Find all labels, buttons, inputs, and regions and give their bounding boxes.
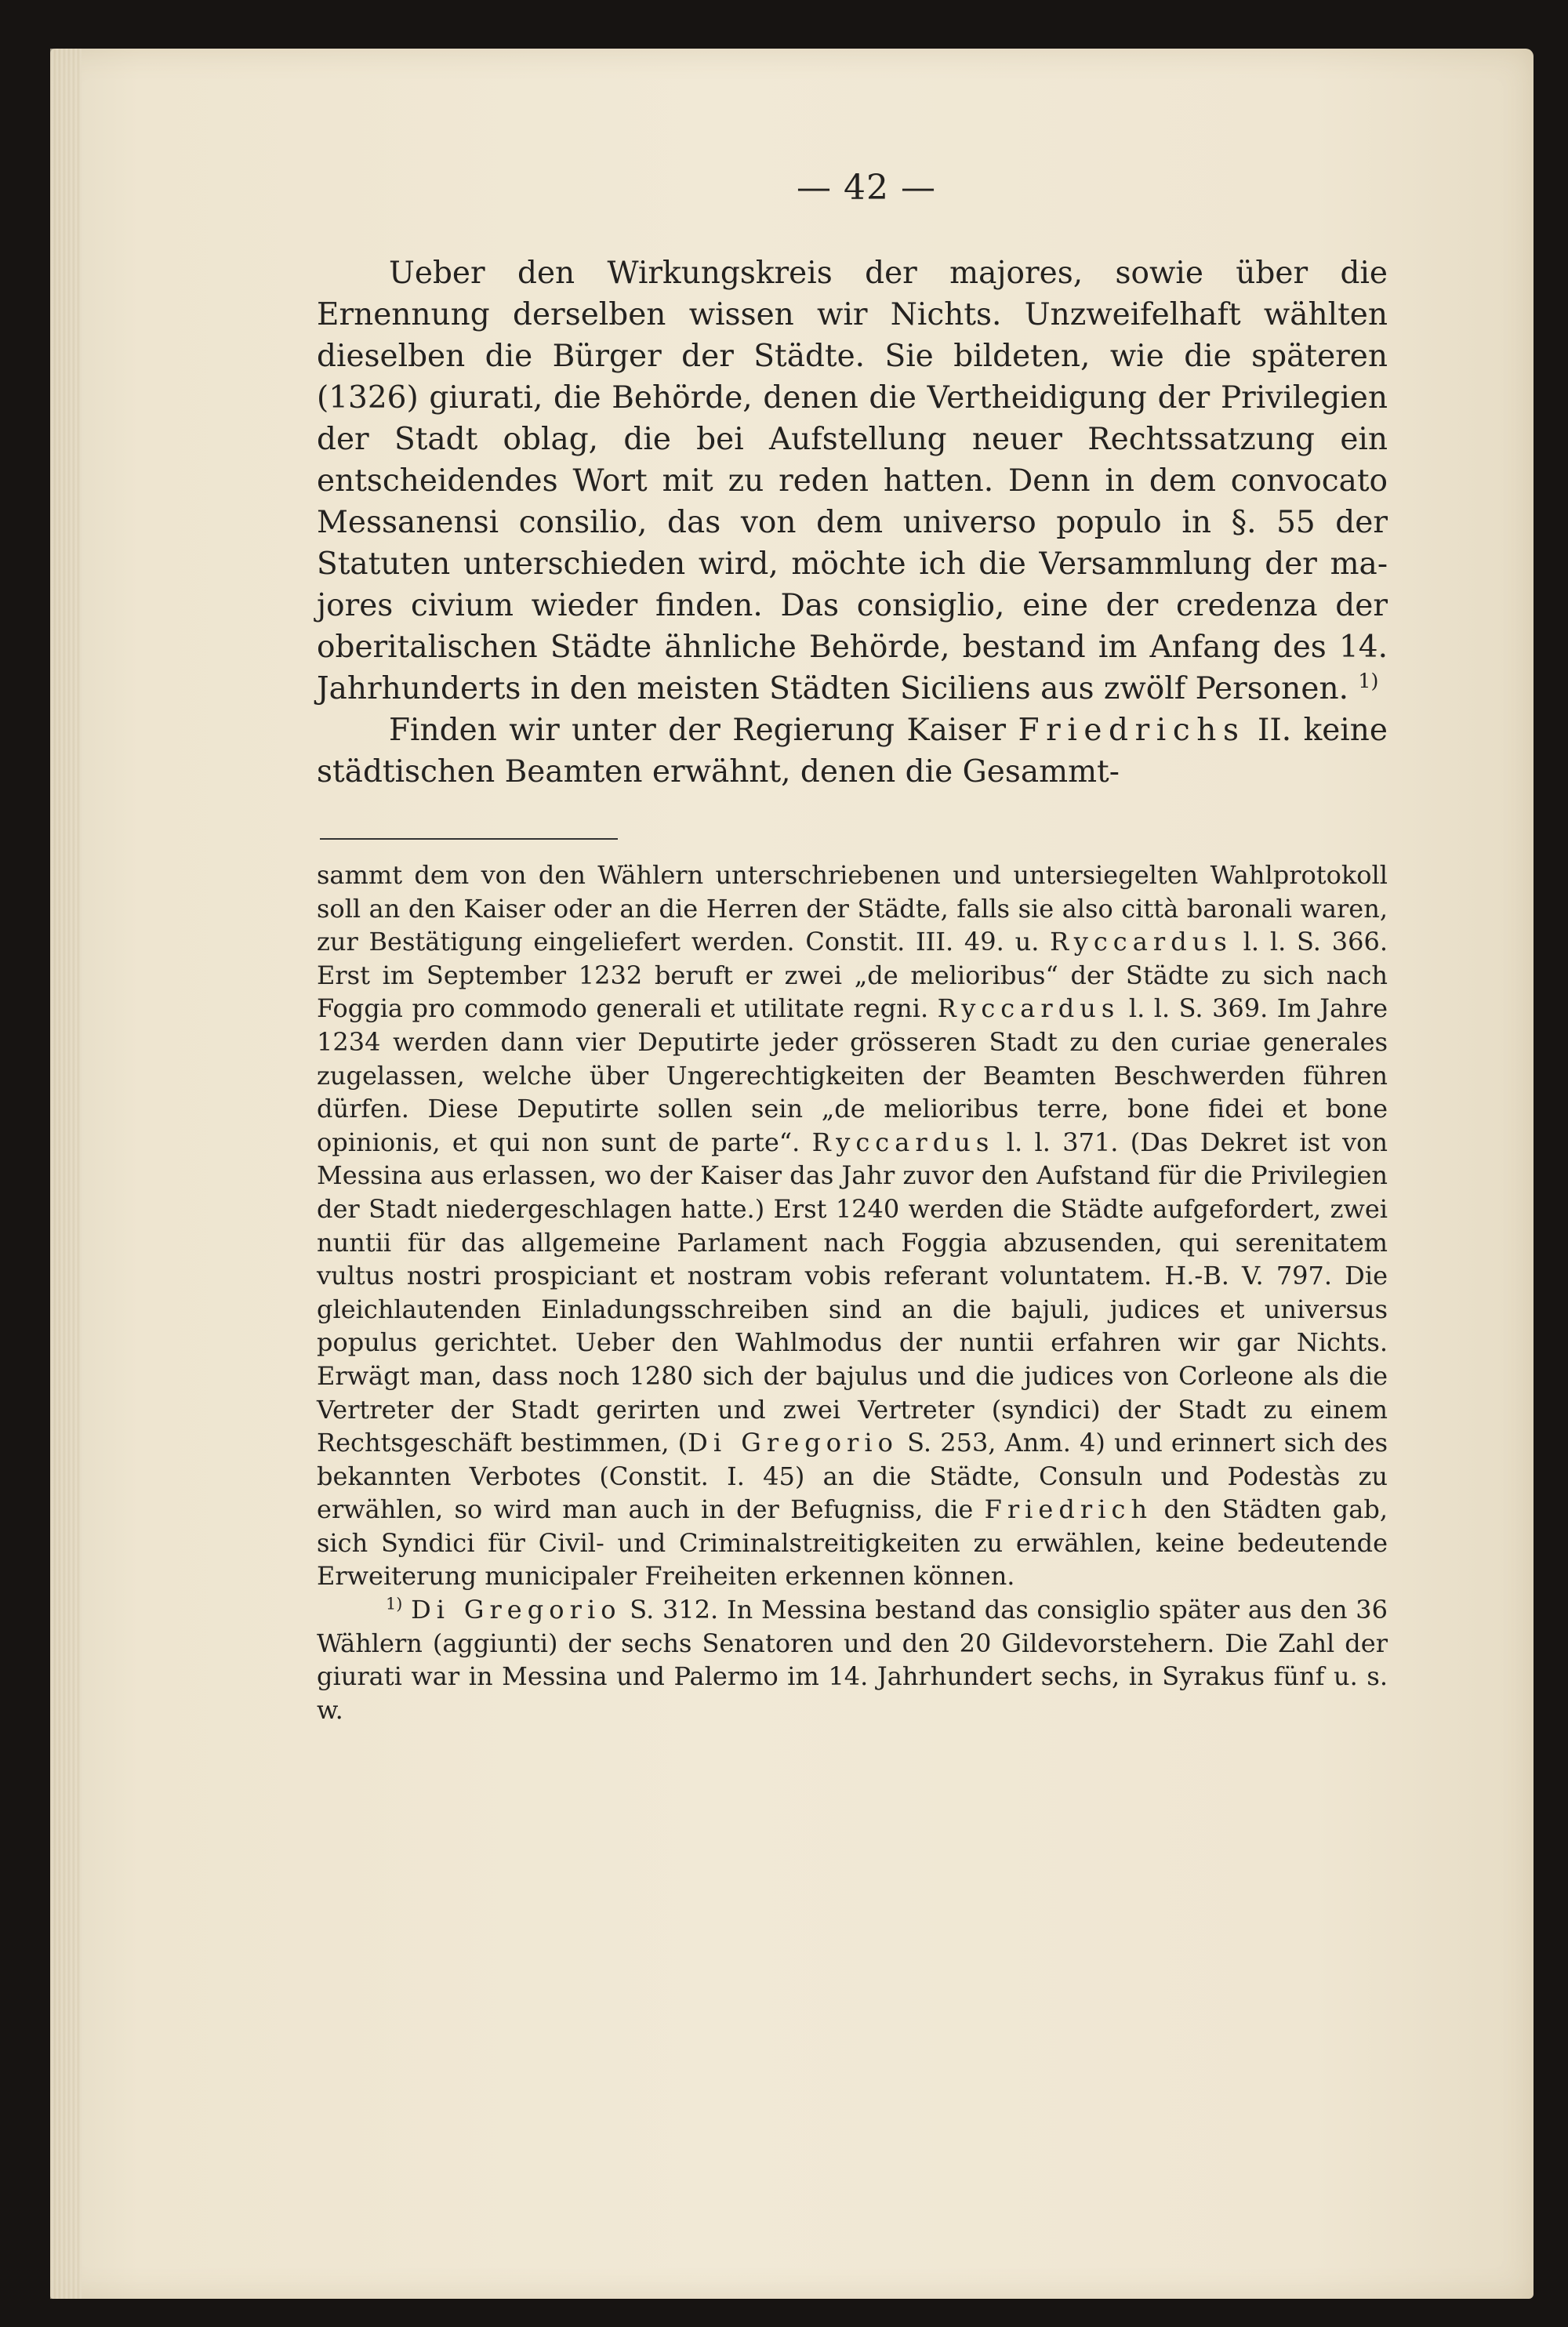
- note-segment: l. l. S. 366. Erst im September 1232 beruft er zwei „de melioribus“ der Städte zu sich nach Foggia pro commodo generali et utilitate regni.: [317, 927, 1388, 1024]
- author-name: Ryccardus: [811, 1127, 995, 1157]
- page-number: — 42 —: [797, 168, 936, 208]
- body-paragraph-1-text: Ueber den Wirkungskreis der majores, sowie über die Ernennung derselben wissen wir Nichts. Unzweifelhaft wählten dieselben die Bürger der Städte. Sie bildeten, wie die späteren (1326) giurati, die Behörde, denen die Vertheidigung der Privilegien der Stadt oblag, die bei Aufstellung neuer Rechtssatzung ein entscheidendes Wort mit zu reden hatten. Denn in dem convocato Messanensi consilio, das von dem universo populo in §. 55 der Statuten unterschieden wird, möchte ich die Versammlung der majores civium wieder finden. Das consiglio, eine der credenza der oberitalischen Städte ähnliche Behörde, bestand im Anfang des 14. Jahrhunderts in den meisten Städten Siciliens aus zwölf Personen.: [317, 256, 1388, 706]
- body-paragraph-1: [317, 252, 1388, 710]
- note-segment: l. l. S. 369. Im Jahre 1234 werden dann vier Deputirte jeder grösseren Stadt zu den curiae generales zugelassen, welche über Ungerechtigkeiten der Beamten Beschwerden führen dürfen. Diese Deputirte sollen sein „de melioribus terre, bone fidei et bone opinionis, et qui non sunt de parte“.: [317, 993, 1388, 1157]
- footnote-1-author: Di Gregorio: [411, 1595, 622, 1625]
- page-edge-shading: [50, 49, 82, 2299]
- body-paragraph-2: [317, 710, 1388, 793]
- footnote-1: [317, 1593, 1388, 1726]
- footnote-continuation: [317, 859, 1388, 1593]
- footnote-1-text: S. 312. In Messina bestand das consiglio später aus den 36 Wählern (aggiunti) der sechs Senatoren und den 20 Gildevorstehern. Die Zahl der giurati war in Messina und Palermo im 14. Jahrhundert sechs, in Syrakus fünf u. s. w.: [317, 1595, 1388, 1725]
- footnote-separator: [320, 838, 618, 840]
- note-segment: S. 253, Anm. 4) und erinnert sich des bekannten Verbotes (Constit. I. 45) an die Städte, Consuln und Podestàs zu erwählen, so wird man auch in der Befugniss, die: [317, 1428, 1388, 1525]
- author-name: Ryccardus: [937, 993, 1120, 1024]
- body-paragraph-2-text-b: II. keine städtischen Beamten erwähnt, denen die Gesammt-: [317, 713, 1388, 790]
- note-segment: den Städten gab, sich Syndici für Civil- und Criminalstreitigkeiten zu erwählen, keine bedeutende Erweiterung municipaler Freiheiten erkennen können.: [317, 1494, 1388, 1592]
- note-segment: sammt dem von den Wählern unterschriebenen und untersiegelten Wahlprotokoll soll an den Kaiser oder an die Herren der Städte, falls sie also città baronali waren, zur Bestätigung eingeliefert werden. Constit. III. 49. u.: [317, 860, 1388, 957]
- footnote-ref-1: 1): [1358, 669, 1379, 692]
- footnotes: [317, 859, 1388, 1726]
- footnote-1-marker: 1): [386, 1594, 403, 1614]
- emperor-name: Friedrichs: [1018, 713, 1246, 748]
- text-block: [317, 165, 1388, 1726]
- body-text: [317, 252, 1388, 793]
- author-name: Ryccardus: [1050, 927, 1232, 957]
- body-paragraph-2-text-a: Finden wir unter der Regierung Kaiser: [389, 713, 1007, 748]
- person-name: Friedrich: [984, 1494, 1153, 1525]
- author-name: Di Gregorio: [688, 1428, 898, 1458]
- note-segment: l. l. 371. (Das Dekret ist von Messina aus erlassen, wo der Kaiser das Jahr zuvor den Aufstand für die Privilegien der Stadt niedergeschlagen hatte.) Erst 1240 werden die Städte aufgefordert, zwei nuntii für das allgemeine Parlament nach Foggia abzusenden, qui serenitatem vultus nostri prospiciant et nostram vobis referant voluntatem. H.-B. V. 797. Die gleichlautenden Einladungsschreiben sind an die bajuli, judices et universus populus gerichtet. Ueber den Wahlmodus der nuntii erfahren wir gar Nichts. Erwägt man, dass noch 1280 sich der bajulus und die judices von Corleone als die Vertreter der Stadt gerirten und zwei Vertreter (syndici) der Stadt zu einem Rechtsgeschäft bestimmen, (: [317, 1127, 1388, 1458]
